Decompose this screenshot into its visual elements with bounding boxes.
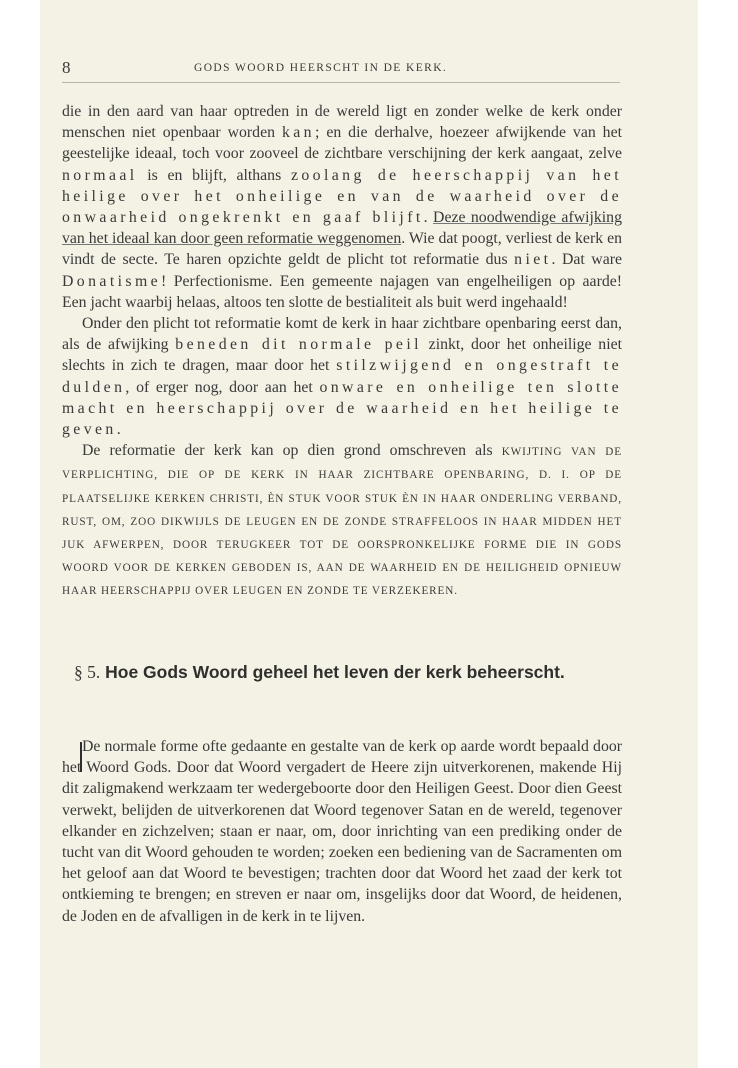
header-rule	[62, 82, 620, 83]
section-text	[62, 736, 622, 927]
section-number: § 5.	[74, 662, 101, 682]
paragraph-1: die in den aard van haar optreden in de wereld ligt en zonder welke de kerk onder menschen niet openbaar worden kan; en die derhalve, hoezeer afwijkende van het geestelijke ideaal, toch voor zooveel de zichtbare verschijning der kerk aangaat, zelve normaal is en blijft, althans zoolang de heerschappij van het heilige over het onheilige en van de waarheid over de onwaarheid ongekrenkt en gaaf blijft. Deze noodwendige afwijking van het ideaal kan door geen reformatie weggenomen. Wie dat poogt, verliest de kerk en vindt de secte. Te haren opzichte geldt de plicht tot reformatie dus niet. Dat ware Donatisme! Perfectionisme. Een gemeente najagen van engelheiligen op aarde! Een jacht waarbij helaas, altoos ten slotte de bestialiteit als buit werd ingehaald!	[62, 103, 622, 311]
running-title: GODS WOORD HEERSCHT IN DE KERK.	[194, 62, 448, 74]
paragraph-3: De reformatie der kerk kan op dien grond omschreven als KWIJTING VAN DE VERPLICHTING, DIE OP DE KERK IN HAAR ZICHTBARE OPENBARING, D. I. OP DE PLAATSELIJKE KERKEN CHRISTI, ÈN STUK VOOR STUK ÈN IN HAAR ONDERLING VERBAND, RUST, OM, ZOO DIKWIJLS DE LEUGEN EN DE ZONDE STRAFFELOOS IN HAAR MIDDEN HET JUK AFWERPEN, DOOR TERUGKEER TOT DE OORSPRONKELIJKE FORME DIE IN GODS WOORD VOOR DE KERKEN GEBODEN IS, AAN DE WAARHEID EN DE HEILIGHEID OPNIEUW HAAR HEERSCHAPPIJ OVER LEUGEN EN ZONDE TE VERZEKEREN.	[62, 442, 622, 598]
section-title: Hoe Gods Woord geheel het leven der kerk beheerscht.	[105, 662, 565, 682]
body-text	[62, 101, 622, 603]
page-header	[62, 58, 622, 78]
paragraph-2: Onder den plicht tot reformatie komt de kerk in haar zichtbare openbaring eerst dan, als de afwijking beneden dit normale peil zinkt, door het onheilige niet slechts in zich te dragen, maar door het stilzwijgend en ongestraft te dulden, of erger nog, door aan het onware en onheilige ten slotte macht en heerschappij over de waarheid en het heilige te geven.	[62, 315, 623, 439]
page-number: 8	[62, 58, 71, 77]
paragraph-4: De normale forme ofte gedaante en gestalte van de kerk op aarde wordt bepaald door het Woord Gods. Door dat Woord vergadert de Heere zijn uitverkorenen, makende Hij dit zaligmakend werkzaam ter wedergeboorte door den Heiligen Geest. Door dien Geest verwekt, belijden de uitverkorenen dat Woord tegenover Satan en de wereld, tegenover elkander en zichzelven; staan er naar, om, door inrichting van een prediking onder de tucht van dit Woord gehouden te worden; zoeken een bediening van de Sacramenten om het geloof aan dat Woord te bevestigen; trachten door dat Woord het zaad der kerk tot ontkieming te brengen; en streven er naar om, insgelijks door dat Woord, de heidenen, de Joden en de afvalligen in de kerk in te lijven.	[62, 738, 622, 925]
section-heading	[62, 662, 642, 683]
